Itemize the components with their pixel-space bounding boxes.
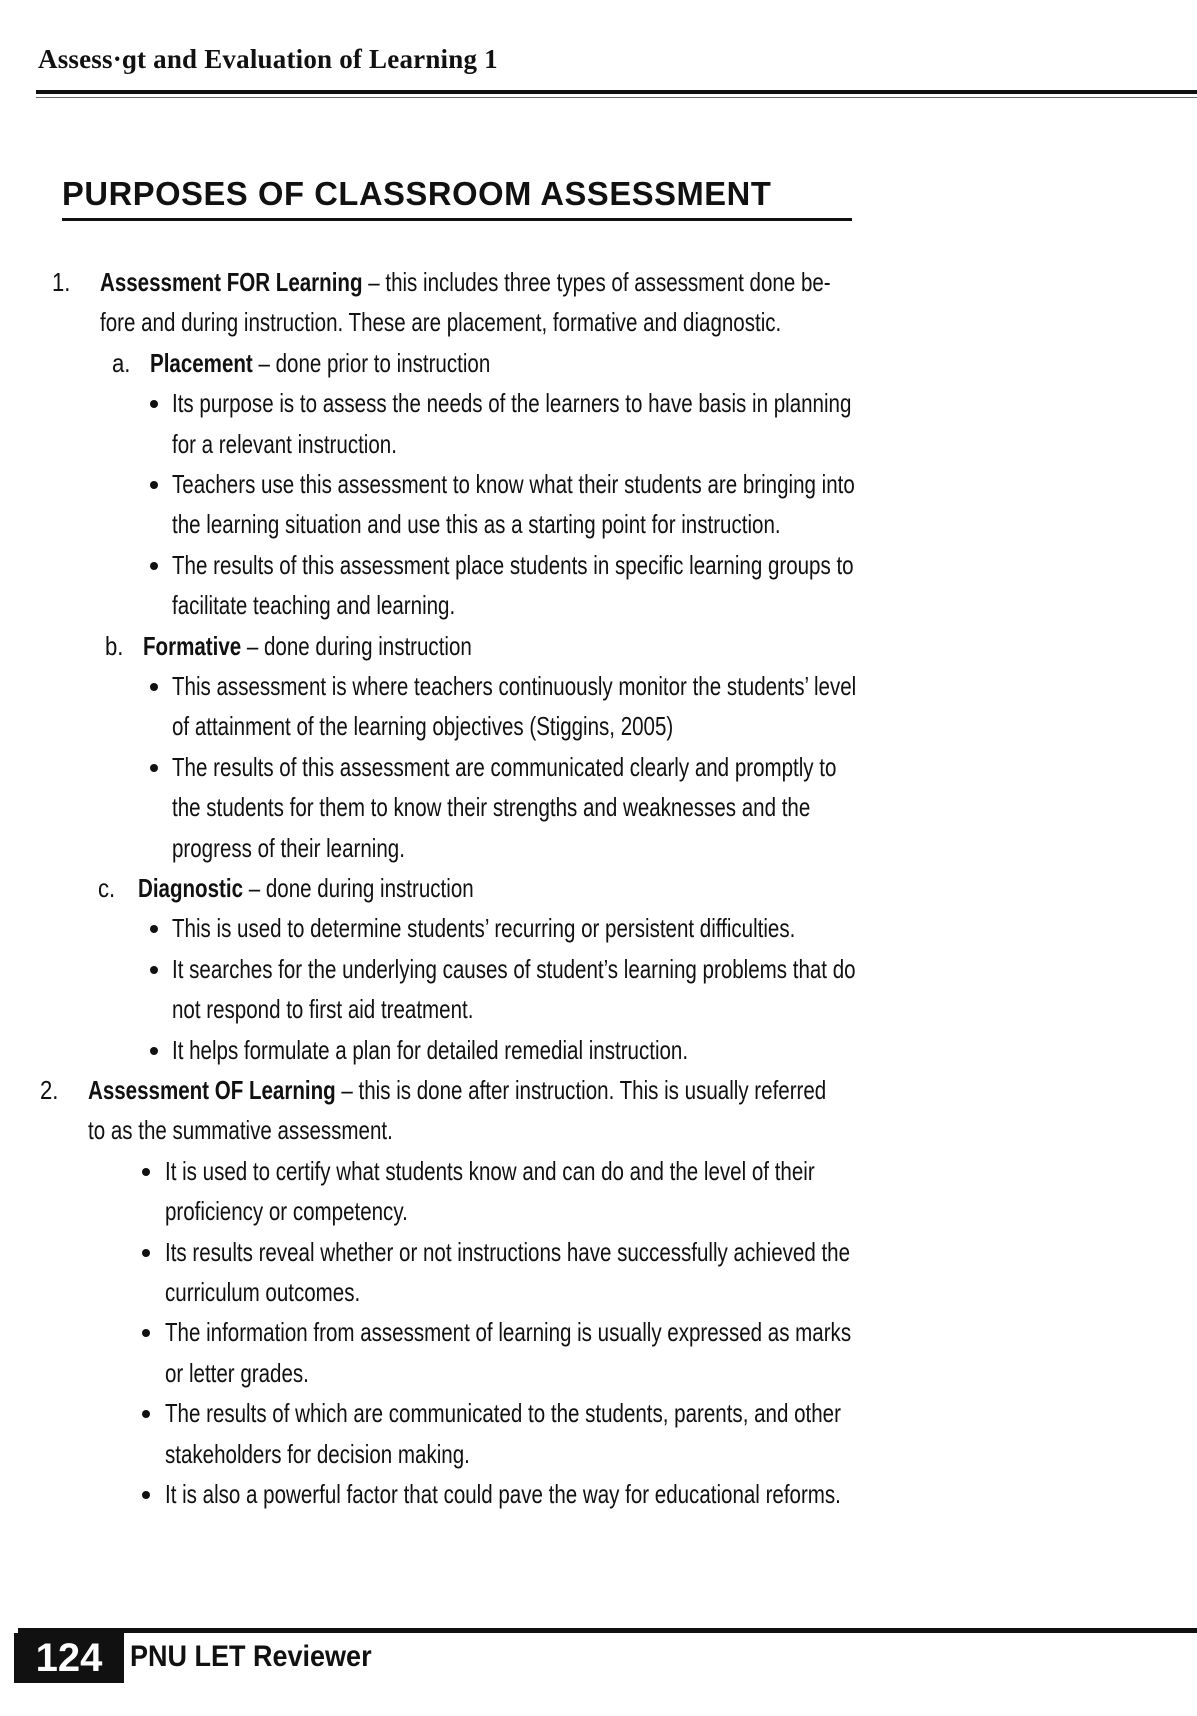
list-item-text: Its purpose is to assess the needs of the learners to have basis in planning (172, 388, 852, 419)
section-1-heading: Assessment FOR Learning (100, 267, 363, 297)
subsection-placement-line (150, 343, 490, 383)
section-1-marker: 1. (52, 267, 71, 297)
bullet-icon (142, 1329, 150, 1337)
subsection-formative-description: – done during instruction (241, 630, 472, 661)
section-1-line (100, 262, 831, 302)
list-item-text: curriculum outcomes. (165, 1277, 361, 1307)
subsection-diagnostic-line (138, 868, 474, 908)
list-item-text: It searches for the underlying causes of student’s learning problems that do (172, 953, 856, 984)
section-2-line (88, 1070, 826, 1110)
header-rule (36, 90, 1197, 94)
bullet-icon (142, 1249, 150, 1257)
list-item-text: It is used to certify what students know and can do and the level of their (165, 1155, 815, 1186)
running-head: Assess·ɡt and Evaluation of Learning 1 (38, 44, 498, 74)
list-item-text: Its results reveal whether or not instructions have successfully achieved the (165, 1236, 851, 1267)
bullet-icon (150, 562, 158, 570)
list-item-text: progress of their learning. (172, 832, 405, 863)
subsection-placement-heading: Placement (150, 347, 253, 378)
footer-rule (18, 1628, 1197, 1633)
list-item-text: The results of which are communicated to the students, parents, and other (165, 1398, 841, 1429)
page-title: PURPOSES OF CLASSROOM ASSESSMENT (62, 175, 772, 212)
bullet-icon (142, 1168, 150, 1176)
list-item-text: the students for them to know their strengths and weaknesses and the (172, 792, 811, 823)
subsection-placement-description: – done prior to instruction (252, 347, 491, 378)
subsection-diagnostic-heading: Diagnostic (138, 873, 244, 903)
section-2-description: – this is done after instruction. This is usually referred (335, 1075, 827, 1105)
list-item-text: of attainment of the learning objectives (Stiggins, 2005) (172, 711, 674, 742)
list-item-text: proficiency or competency. (165, 1196, 408, 1227)
subsection-formative-marker: b. (105, 630, 124, 661)
list-item-text: It helps formulate a plan for detailed remedial instruction. (172, 1034, 689, 1065)
subsection-formative-heading: Formative (143, 630, 242, 661)
footer-book-title: PNU LET Reviewer (130, 1640, 372, 1673)
list-item-text: for a relevant instruction. (172, 428, 397, 459)
subsection-diagnostic-description: – done during instruction (243, 873, 474, 903)
bullet-icon (150, 764, 158, 772)
list-item-text: facilitate teaching and learning. (172, 590, 456, 621)
bullet-icon (150, 1047, 158, 1055)
bullet-icon (150, 683, 158, 691)
bullet-icon (150, 925, 158, 933)
bullet-icon (150, 966, 158, 974)
title-underline (62, 218, 852, 221)
list-item-text: The information from assessment of learning is usually expressed as marks (165, 1317, 852, 1348)
list-item-text: The results of this assessment place students in specific learning groups to (172, 549, 854, 580)
bullet-icon (142, 1410, 150, 1418)
subsection-placement-marker: a. (112, 347, 131, 378)
header-rule-thin (36, 97, 1197, 98)
bullet-icon (142, 1491, 150, 1499)
list-item-text: not respond to first aid treatment. (172, 994, 474, 1025)
section-1-description: – this includes three types of assessment done be- (362, 267, 831, 297)
section-1-intro-cont: fore and during instruction. These are placement, formative and diagnostic. (100, 307, 782, 338)
subsection-formative-line (143, 626, 472, 666)
list-item-text: It is also a powerful factor that could pave the way for educational reforms. (165, 1479, 841, 1509)
list-item-text: The results of this assessment are communicated clearly and promptly to (172, 751, 837, 782)
list-item-text: This is used to determine students’ recurring or persistent difficulties. (172, 913, 796, 944)
list-item-text: Teachers use this assessment to know what their students are bringing into (172, 469, 855, 499)
list-item-text: or letter grades. (165, 1357, 309, 1388)
list-item-text: stakeholders for decision making. (165, 1438, 470, 1469)
page-number-box: 124 (14, 1633, 124, 1683)
section-2-marker: 2. (40, 1075, 59, 1105)
section-2-intro-cont: to as the summative assessment. (88, 1115, 393, 1146)
list-item-text: the learning situation and use this as a starting point for instruction. (172, 509, 781, 540)
bullet-icon (150, 400, 158, 408)
bullet-icon (150, 481, 158, 489)
subsection-diagnostic-marker: c. (98, 873, 116, 903)
section-2-heading: Assessment OF Learning (88, 1075, 336, 1105)
list-item-text: This assessment is where teachers continuously monitor the students’ level (172, 671, 857, 701)
